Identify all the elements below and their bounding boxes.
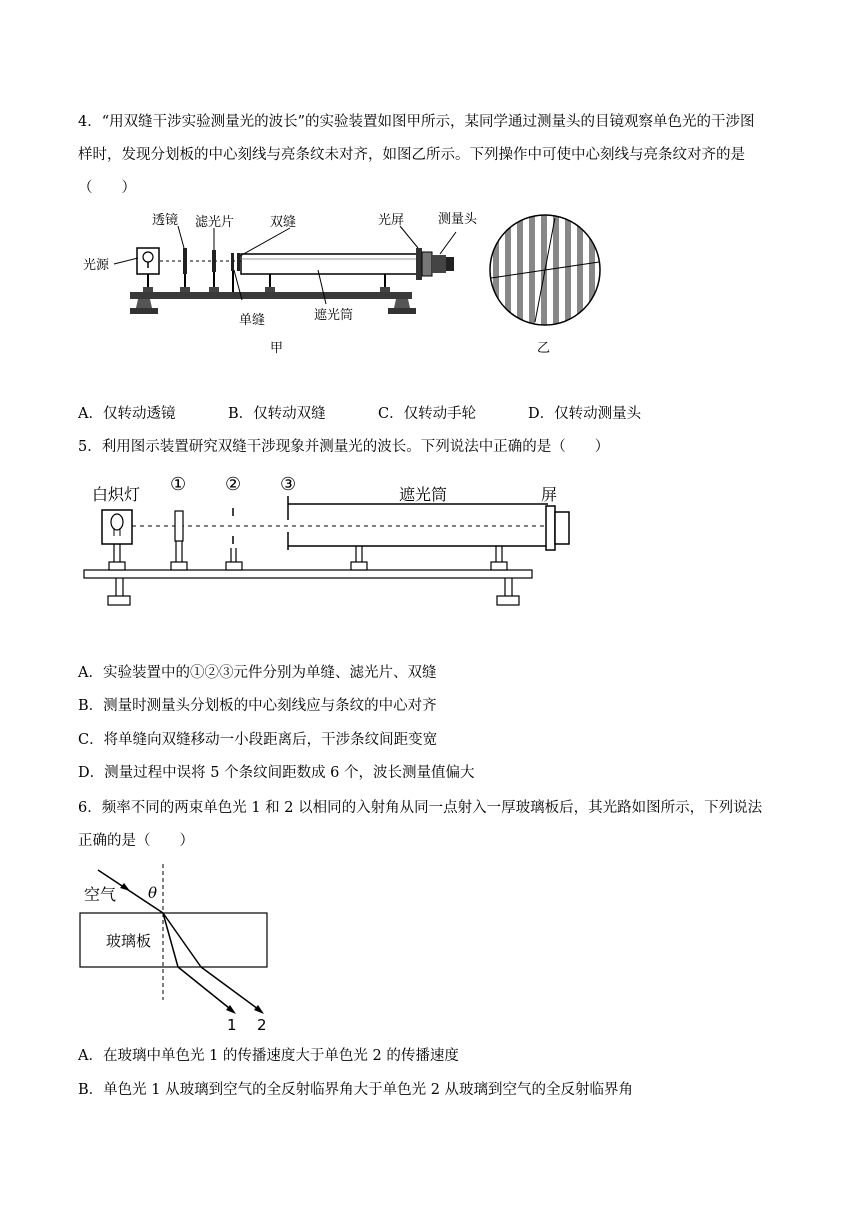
q4-option-c: C．仅转动手轮 (378, 406, 477, 422)
q4-answer-blank: （ ） (78, 180, 136, 196)
label-ray-1: 1 (227, 1016, 237, 1034)
label-measuring-head: 测量头 (438, 212, 478, 227)
label-light-source: 光源 (83, 258, 110, 273)
label-filter: 滤光片 (195, 215, 235, 230)
label-lens: 透镜 (152, 213, 179, 228)
label-element-3: ③ (280, 474, 297, 495)
caption-yi: 乙 (537, 341, 551, 356)
q6-option-b: B．单色光 1 从玻璃到空气的全反射临界角大于单色光 2 从玻璃到空气的全反射临界角 (78, 1082, 634, 1098)
q4-stem-line-2: 样时，发现分划板的中心刻线与亮条纹未对齐，如图乙所示。下列操作中可使中心刻线与亮条纹对齐的是 (78, 147, 745, 163)
label-element-2: ② (225, 474, 242, 495)
label-lamp: 白炽灯 (92, 485, 141, 504)
q6-option-a: A．在玻璃中单色光 1 的传播速度大于单色光 2 的传播速度 (78, 1048, 459, 1064)
q6-stem-line-1: 6．频率不同的两束单色光 1 和 2 以相同的入射角从同一点射入一厚玻璃板后，其光路如图所示，下列说法 (78, 800, 763, 816)
label-air: 空气 (84, 885, 117, 904)
label-glass: 玻璃板 (106, 932, 152, 950)
label-theta: θ (148, 884, 158, 902)
label-double-slit: 双缝 (270, 215, 297, 230)
q5-option-d: D．测量过程中误将 5 个条纹间距数成 6 个，波长测量值偏大 (78, 765, 475, 781)
q6-stem-line-2: 正确的是（ ） (78, 833, 194, 849)
q5-stem: 5．利用图示装置研究双缝干涉现象并测量光的波长。下列说法中正确的是（ ） (78, 439, 610, 455)
q4-option-d: D．仅转动测量头 (528, 406, 642, 422)
q4-figure-fringes (487, 210, 607, 330)
label-single-slit: 单缝 (239, 313, 266, 328)
q5-option-c: C．将单缝向双缝移动一小段距离后，干涉条纹间距变宽 (78, 732, 438, 748)
label-tube-2: 遮光筒 (399, 485, 448, 504)
label-ray-2: 2 (257, 1016, 267, 1034)
q4-option-b: B．仅转动双缝 (228, 406, 326, 422)
label-screen-2: 屏 (541, 485, 558, 504)
caption-jia: 甲 (270, 341, 284, 356)
q5-option-b: B．测量时测量头分划板的中心刻线应与条纹的中心对齐 (78, 698, 437, 714)
q4-option-a: A．仅转动透镜 (78, 406, 176, 422)
label-tube: 遮光筒 (314, 308, 354, 323)
q4-stem-line-1: 4．“用双缝干涉实验测量光的波长”的实验装置如图甲所示，某同学通过测量头的目镜观察单色光的干涉图 (78, 114, 755, 130)
q5-figure-apparatus (78, 470, 578, 620)
q5-option-a: A．实验装置中的①②③元件分别为单缝、滤光片、双缝 (78, 665, 437, 681)
label-screen: 光屏 (378, 213, 405, 228)
label-element-1: ① (170, 474, 187, 495)
